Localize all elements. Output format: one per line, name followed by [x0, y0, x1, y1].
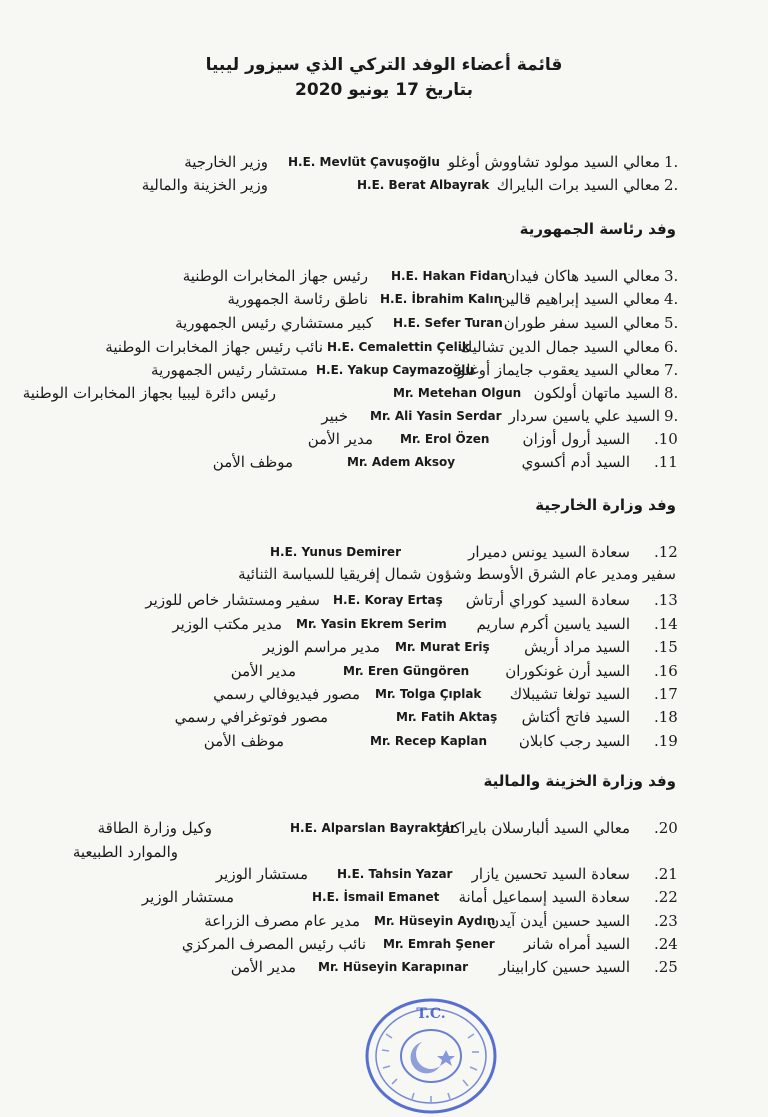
list-item [0, 816, 768, 840]
list-item [0, 173, 768, 197]
member-arabic-name: السيد أدم أكسوي [521, 453, 630, 471]
member-role: مستشار رئيس الجمهورية [151, 361, 308, 379]
item-number: .19 [654, 732, 678, 750]
member-arabic-name: السيد ياسين أكرم ساريم [476, 615, 630, 633]
member-arabic-name: سعادة السيد إسماعيل أمانة [458, 888, 630, 906]
member-arabic-name: السيد حسين أيدن آيدن [488, 912, 630, 930]
member-role: وزير الخزينة والمالية [141, 176, 268, 194]
member-latin-name: H.E. Cemalettin Çelik [327, 340, 470, 354]
item-number: .25 [654, 958, 678, 976]
member-arabic-name: معالي السيد يعقوب جايماز أوغلو [458, 361, 660, 379]
list-item [0, 264, 768, 288]
item-number: .22 [654, 888, 678, 906]
list-item [0, 540, 768, 564]
item-number: 3. [664, 267, 679, 285]
list-item [0, 932, 768, 956]
member-role: مدير الأمن [230, 662, 296, 680]
member-latin-name: H.E. Mevlüt Çavuşoğlu [288, 155, 440, 169]
item-number: 6. [664, 338, 679, 356]
list-item [0, 862, 768, 886]
member-role: مدير الأمن [307, 430, 373, 448]
list-item [0, 381, 768, 405]
item-number: .17 [654, 685, 678, 703]
member-latin-name: Mr. Murat Eriş [395, 640, 490, 654]
member-arabic-name: سعادة السيد يونس دميرار [468, 543, 630, 561]
list-item [0, 635, 768, 659]
member-role-continuation: والموارد الطبيعية [72, 843, 178, 861]
list-item [0, 311, 768, 335]
member-latin-name: Mr. Metehan Olgun [393, 386, 522, 400]
member-latin-name: H.E. Sefer Turan [393, 316, 503, 330]
item-number: 9. [664, 407, 679, 425]
section-heading: وفد رئاسة الجمهورية [519, 220, 676, 238]
member-role: كبير مستشاري رئيس الجمهورية [175, 314, 373, 332]
seal-text: T.C. [416, 1006, 446, 1022]
member-arabic-name: معالي السيد هاكان فيدان [504, 267, 660, 285]
member-role: موظف الأمن [203, 732, 284, 750]
list-item [0, 287, 768, 311]
member-latin-name: Mr. Hüseyin Aydın [374, 914, 496, 928]
list-item [0, 682, 768, 706]
member-latin-name: Mr. Eren Güngören [343, 664, 470, 678]
member-arabic-name: السيد مراد أريش [524, 638, 630, 656]
member-arabic-name: السيد حسين كارابينار [499, 958, 630, 976]
item-number: .12 [654, 543, 678, 561]
item-number: .11 [654, 453, 678, 471]
item-number: 5. [664, 314, 679, 332]
member-latin-name: H.E. Hakan Fidan [391, 269, 508, 283]
member-role: مدير الأمن [230, 958, 296, 976]
member-arabic-name: السيد تولغا تشيبلاك [509, 685, 630, 703]
list-item [0, 909, 768, 933]
member-latin-name: H.E. Koray Ertaş [333, 593, 443, 607]
star-icon [437, 1050, 455, 1066]
list-item [0, 729, 768, 753]
item-number: .21 [654, 865, 678, 883]
item-number: 4. [664, 290, 679, 308]
member-arabic-name: معالي السيد سفر طوران [503, 314, 660, 332]
item-number: .15 [654, 638, 678, 656]
member-role: سفير ومستشار خاص للوزير [145, 591, 320, 609]
item-number: .10 [654, 430, 678, 448]
member-role: مدير مكتب الوزير [172, 615, 282, 633]
member-latin-name: Mr. Adem Aksoy [347, 455, 456, 469]
member-role: نائب رئيس جهاز المخابرات الوطنية [105, 338, 323, 356]
section-heading: وفد وزارة الخزينة والمالية [483, 772, 676, 790]
item-number: 2. [664, 176, 679, 194]
item-number: 7. [664, 361, 679, 379]
item-number: .20 [654, 819, 678, 837]
member-role: مستشار الوزير [141, 888, 234, 906]
list-item [0, 404, 768, 428]
member-latin-name: H.E. Tahsin Yazar [337, 867, 453, 881]
document-date: بتاريخ 17 يونيو 2020 [295, 80, 473, 100]
member-latin-name: Mr. Ali Yasin Serdar [370, 409, 502, 423]
member-arabic-name: السيد فاتح أكتاش [521, 708, 630, 726]
member-arabic-name: السيد رجب كابلان [518, 732, 630, 750]
member-latin-name: H.E. İbrahim Kalın [380, 292, 503, 306]
official-seal-stamp [364, 994, 498, 1114]
list-item [0, 588, 768, 612]
member-role: مدير مراسم الوزير [262, 638, 380, 656]
list-item [0, 450, 768, 474]
member-arabic-name: السيد أمراه شانر [523, 935, 630, 953]
item-number: 8. [664, 384, 679, 402]
member-latin-name: H.E. Yakup Caymazoğlu [316, 363, 474, 377]
member-arabic-name: معالي السيد جمال الدين تشاليك [460, 338, 660, 356]
member-role-continuation: سفير ومدير عام الشرق الأوسط وشؤون شمال إفريقيا للسياسة الثنائية [238, 565, 676, 583]
member-role: رئيس جهاز المخابرات الوطنية [182, 267, 368, 285]
list-item [0, 659, 768, 683]
list-item [0, 335, 768, 359]
member-latin-name: Mr. Recep Kaplan [370, 734, 488, 748]
member-arabic-name: معالي السيد ألبارسلان بايراكتار [437, 819, 630, 837]
member-latin-name: H.E. Berat Albayrak [357, 178, 490, 192]
list-item [0, 885, 768, 909]
item-number: .24 [654, 935, 678, 953]
member-arabic-name: معالي السيد مولود تشاووش أوغلو [447, 153, 660, 171]
item-number: .18 [654, 708, 678, 726]
member-latin-name: Mr. Tolga Çıplak [375, 687, 482, 701]
crescent-icon [411, 1042, 440, 1073]
member-arabic-name: معالي السيد إبراهيم قالين [498, 290, 660, 308]
member-role: وزير الخارجية [184, 153, 268, 171]
member-role: مصور فوتوغرافي رسمي [174, 708, 328, 726]
list-item [0, 955, 768, 979]
member-latin-name: Mr. Fatih Aktaş [396, 710, 498, 724]
member-role: مصور فيديوفالي رسمي [213, 685, 360, 703]
member-role: ناطق رئاسة الجمهورية [227, 290, 368, 308]
item-number: .14 [654, 615, 678, 633]
member-arabic-name: سعادة السيد تحسين يازار [471, 865, 630, 883]
member-latin-name: Mr. Yasin Ekrem Serim [296, 617, 447, 631]
member-arabic-name: السيد علي ياسين سردار [508, 407, 660, 425]
list-item [0, 427, 768, 451]
member-role: رئيس دائرة ليبيا بجهاز المخابرات الوطنية [22, 384, 276, 402]
member-latin-name: Mr. Hüseyin Karapınar [318, 960, 469, 974]
member-role: نائب رئيس المصرف المركزي [181, 935, 366, 953]
member-arabic-name: السيد أرول أوزان [522, 430, 630, 448]
list-item [0, 358, 768, 382]
list-item [0, 612, 768, 636]
member-role: مدير عام مصرف الزراعة [204, 912, 360, 930]
member-arabic-name: السيد أرن غونكوران [505, 662, 630, 680]
member-latin-name: H.E. İsmail Emanet [312, 890, 440, 904]
member-arabic-name: السيد ماتهان أولكون [533, 384, 660, 402]
section-heading: وفد وزارة الخارجية [535, 496, 676, 514]
member-role: خبير [321, 407, 348, 425]
item-number: .13 [654, 591, 678, 609]
member-arabic-name: معالي السيد برات البايراك [496, 176, 660, 194]
member-latin-name: H.E. Yunus Demirer [270, 545, 401, 559]
item-number: .16 [654, 662, 678, 680]
member-role: وكيل وزارة الطاقة [97, 819, 212, 837]
member-latin-name: Mr. Emrah Şener [383, 937, 495, 951]
list-item [0, 705, 768, 729]
member-role: موظف الأمن [212, 453, 293, 471]
member-latin-name: Mr. Erol Özen [400, 432, 490, 446]
member-arabic-name: سعادة السيد كوراي أرتاش [465, 591, 630, 609]
list-item [0, 150, 768, 174]
document-title: قائمة أعضاء الوفد التركي الذي سيزور ليبيا [205, 55, 563, 75]
member-role: مستشار الوزير [215, 865, 308, 883]
item-number: .23 [654, 912, 678, 930]
member-latin-name: H.E. Alparslan Bayraktar [290, 821, 457, 835]
item-number: 1. [664, 153, 679, 171]
